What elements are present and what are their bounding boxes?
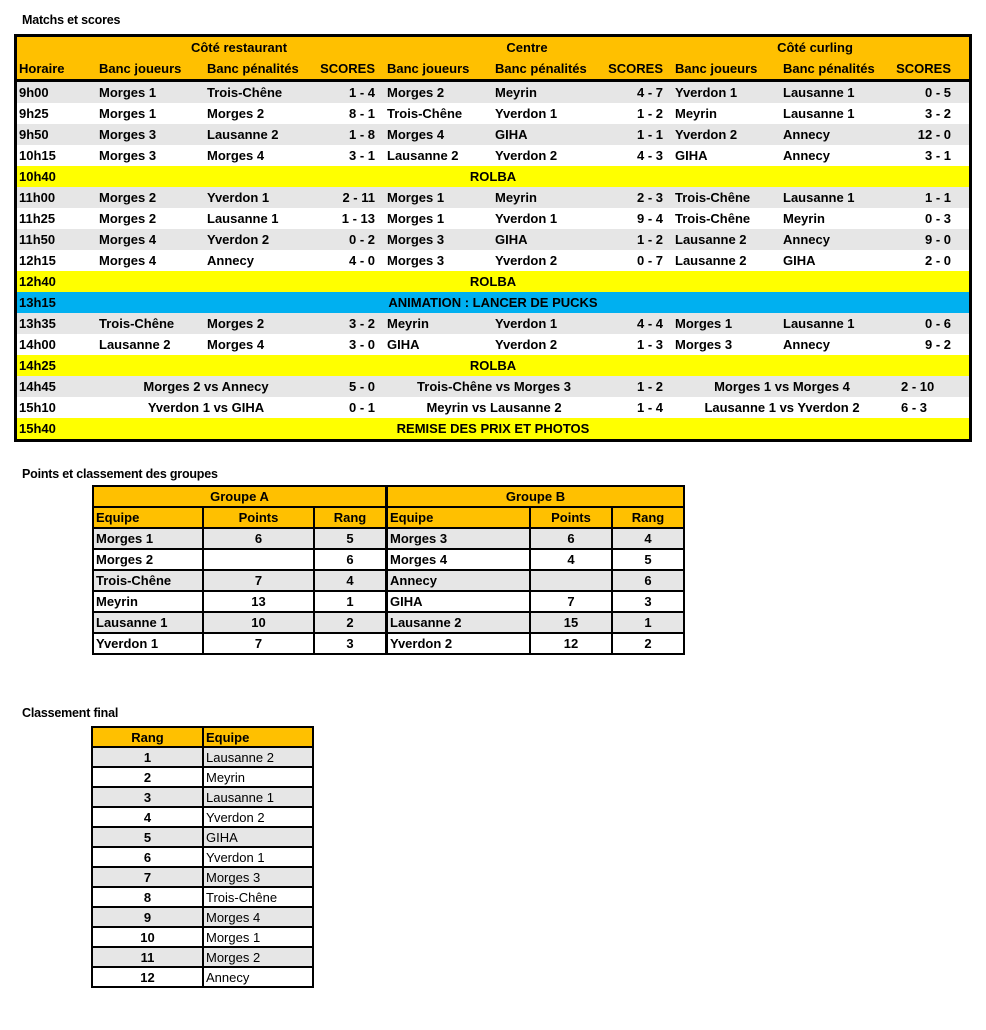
rank-cell: 5 — [92, 827, 203, 847]
team-cell: Morges 3 — [387, 232, 445, 247]
ranking-row — [92, 867, 313, 887]
event-label: ROLBA — [469, 274, 517, 289]
points-cell: 10 — [203, 612, 314, 633]
score-cell: 3 - 2 — [348, 316, 375, 331]
rank-cell: 4 — [314, 570, 387, 591]
penalty-cell: Yverdon 1 — [495, 106, 558, 121]
group-row — [93, 633, 684, 654]
time-cell: 11h50 — [19, 232, 56, 247]
score-cell: 2 - 3 — [636, 190, 663, 205]
team-cell: Morges 1 — [675, 316, 733, 331]
match-row — [17, 208, 969, 229]
penalty-cell: Yverdon 1 — [495, 316, 558, 331]
penalty-cell: Morges 2 — [207, 316, 265, 331]
rank-cell: 1 — [92, 747, 203, 767]
score-cell: 9 - 0 — [924, 232, 951, 247]
team-cell: Yverdon 2 — [387, 633, 531, 654]
score-cell: 4 - 4 — [636, 316, 663, 331]
time-cell: 11h25 — [19, 211, 56, 226]
penalty-cell: Yverdon 2 — [495, 148, 558, 163]
group-a-title: Groupe A — [93, 486, 387, 507]
team-cell: Trois-Chêne — [99, 316, 175, 331]
matches-table — [14, 34, 972, 442]
score-cell: 4 - 3 — [636, 148, 663, 163]
team-cell: Morges 2 — [93, 549, 203, 570]
match-row — [17, 187, 969, 208]
score-cell: 0 - 2 — [348, 232, 375, 247]
points-cell — [203, 549, 314, 570]
team-cell: Morges 3 — [99, 148, 157, 163]
rank-cell: 7 — [92, 867, 203, 887]
time-cell: 15h40 — [19, 421, 56, 436]
match-row — [17, 229, 969, 250]
rank-cell: 2 — [314, 612, 387, 633]
col-rank: Rang — [612, 507, 684, 528]
col-team: Equipe — [93, 507, 203, 528]
score-cell: 4 - 0 — [348, 253, 375, 268]
points-cell: 7 — [530, 591, 612, 612]
team-cell: GIHA — [387, 337, 420, 352]
team-cell: Trois-Chêne — [675, 190, 751, 205]
team-cell: Yverdon 1 — [93, 633, 203, 654]
team-cell: Yverdon 1 — [675, 85, 738, 100]
ranking-row — [92, 967, 313, 987]
team-cell: Meyrin — [387, 316, 429, 331]
score-cell: 12 - 0 — [917, 127, 951, 142]
team-cell: Trois-Chêne — [387, 106, 463, 121]
points-cell: 6 — [530, 528, 612, 549]
time-cell: 9h25 — [19, 106, 49, 121]
rank-cell: 11 — [92, 947, 203, 967]
team-cell: Morges 1 — [387, 211, 445, 226]
score-cell: 0 - 1 — [348, 400, 375, 415]
rank-cell: 3 — [612, 591, 684, 612]
col-penalty: Banc pénalités — [783, 61, 875, 76]
score-cell: 8 - 1 — [348, 106, 375, 121]
col-team: Banc joueurs — [675, 61, 758, 76]
team-cell: Lausanne 2 — [387, 612, 531, 633]
penalty-cell: Morges 4 — [207, 337, 265, 352]
ranking-row — [92, 747, 313, 767]
score-cell: 0 - 5 — [924, 85, 951, 100]
score-cell: 3 - 0 — [348, 337, 375, 352]
score-cell: 4 - 7 — [636, 85, 663, 100]
penalty-cell: Lausanne 1 — [207, 211, 279, 226]
col-rank: Rang — [314, 507, 387, 528]
penalty-cell: Lausanne 2 — [207, 127, 279, 142]
score-cell: 6 - 3 — [901, 400, 928, 415]
event-row — [17, 355, 969, 376]
score-cell: 9 - 2 — [924, 337, 951, 352]
group-b-title: Groupe B — [387, 486, 685, 507]
section-centre: Centre — [506, 40, 548, 55]
col-time: Horaire — [19, 61, 65, 76]
rank-cell: 3 — [314, 633, 387, 654]
team-cell: Morges 4 — [99, 232, 157, 247]
col-score: SCORES — [896, 61, 951, 76]
final-ranking-table — [91, 726, 314, 988]
score-cell: 2 - 11 — [342, 190, 375, 205]
match-row — [17, 250, 969, 271]
score-cell: 1 - 4 — [348, 85, 375, 100]
match-row — [17, 82, 969, 103]
match-row — [17, 103, 969, 124]
penalty-cell: Annecy — [783, 232, 830, 247]
group-row — [93, 612, 684, 633]
ranking-row — [92, 767, 313, 787]
time-cell: 11h00 — [19, 190, 56, 205]
team-cell: Morges 3 — [99, 127, 157, 142]
team-cell: Meyrin — [675, 106, 717, 121]
team-cell: Yverdon 2 — [675, 127, 738, 142]
team-cell: GIHA — [203, 827, 313, 847]
event-label: ROLBA — [469, 169, 517, 184]
group-row — [93, 549, 684, 570]
score-cell: 0 - 3 — [924, 211, 951, 226]
team-cell: Morges 3 — [675, 337, 733, 352]
rank-cell: 4 — [92, 807, 203, 827]
score-cell: 5 - 0 — [348, 379, 375, 394]
points-cell: 13 — [203, 591, 314, 612]
team-cell: GIHA — [675, 148, 708, 163]
team-cell: Lausanne 2 — [203, 747, 313, 767]
score-cell: 1 - 13 — [341, 211, 375, 226]
score-cell: 1 - 4 — [636, 400, 663, 415]
score-cell: 2 - 10 — [901, 379, 935, 394]
group-row — [93, 528, 684, 549]
col-score: SCORES — [608, 61, 663, 76]
team-cell: Morges 2 — [203, 947, 313, 967]
team-cell: Lausanne 1 — [93, 612, 203, 633]
groups-table — [92, 485, 685, 655]
rank-cell: 2 — [92, 767, 203, 787]
team-cell: Lausanne 2 — [675, 253, 747, 268]
team-cell: Morges 1 — [93, 528, 203, 549]
col-points: Points — [203, 507, 314, 528]
team-cell: Trois-Chêne — [203, 887, 313, 907]
final-ranking-title: Classement final — [22, 706, 119, 720]
col-penalty: Banc pénalités — [495, 61, 587, 76]
time-cell: 10h40 — [19, 169, 56, 184]
team-cell: Morges 2 — [99, 211, 157, 226]
rank-cell: 6 — [612, 570, 684, 591]
event-row — [17, 292, 969, 313]
rank-cell: 3 — [92, 787, 203, 807]
points-cell: 7 — [203, 633, 314, 654]
matches-title: Matchs et scores — [22, 13, 121, 27]
ranking-row — [92, 827, 313, 847]
event-row — [17, 271, 969, 292]
col-points: Points — [530, 507, 612, 528]
penalty-cell: Morges 2 — [207, 106, 265, 121]
penalty-cell: Meyrin — [495, 190, 537, 205]
section-curling: Côté curling — [777, 40, 853, 55]
team-cell: Morges 1 — [203, 927, 313, 947]
score-cell: 3 - 1 — [348, 148, 375, 163]
points-cell — [530, 570, 612, 591]
rank-cell: 8 — [92, 887, 203, 907]
team-cell: Meyrin — [203, 767, 313, 787]
penalty-cell: Yverdon 2 — [495, 253, 558, 268]
team-cell: Morges 1 — [99, 106, 157, 121]
team-cell: Lausanne 2 — [675, 232, 747, 247]
penalty-cell: Yverdon 2 — [207, 232, 270, 247]
match-row — [17, 334, 969, 355]
points-cell: 12 — [530, 633, 612, 654]
penalty-cell: Annecy — [783, 148, 830, 163]
rank-cell: 12 — [92, 967, 203, 987]
team-cell: Morges 4 — [99, 253, 157, 268]
points-cell: 4 — [530, 549, 612, 570]
penalty-cell: Trois-Chêne — [207, 85, 283, 100]
penalty-cell: GIHA — [495, 232, 528, 247]
points-cell: 15 — [530, 612, 612, 633]
time-cell: 15h10 — [19, 400, 56, 415]
time-cell: 10h15 — [19, 148, 56, 163]
rank-cell: 5 — [314, 528, 387, 549]
score-cell: 1 - 1 — [924, 190, 951, 205]
penalty-cell: Lausanne 1 — [783, 190, 855, 205]
matchup-cell: Trois-Chêne vs Morges 3 — [417, 379, 571, 394]
score-cell: 9 - 4 — [636, 211, 663, 226]
team-cell: Lausanne 2 — [99, 337, 171, 352]
final-match-row — [17, 376, 969, 397]
group-row — [93, 570, 684, 591]
matchup-cell: Yverdon 1 vs GIHA — [147, 400, 265, 415]
penalty-cell: Annecy — [207, 253, 254, 268]
matchup-cell: Lausanne 1 vs Yverdon 2 — [704, 400, 860, 415]
score-cell: 1 - 3 — [636, 337, 663, 352]
score-cell: 0 - 6 — [924, 316, 951, 331]
rank-cell: 5 — [612, 549, 684, 570]
score-cell: 1 - 8 — [348, 127, 375, 142]
match-rows — [17, 82, 969, 439]
time-cell: 9h50 — [19, 127, 49, 142]
col-team: Banc joueurs — [387, 61, 470, 76]
rank-cell: 1 — [314, 591, 387, 612]
score-cell: 3 - 1 — [924, 148, 951, 163]
team-cell: Morges 4 — [203, 907, 313, 927]
score-cell: 2 - 0 — [924, 253, 951, 268]
penalty-cell: Morges 4 — [207, 148, 265, 163]
penalty-cell: Yverdon 1 — [207, 190, 270, 205]
col-rank: Rang — [92, 727, 203, 747]
col-score: SCORES — [320, 61, 375, 76]
penalty-cell: Meyrin — [783, 211, 825, 226]
ranking-row — [92, 927, 313, 947]
team-cell: Morges 3 — [387, 528, 531, 549]
points-cell: 6 — [203, 528, 314, 549]
team-cell: Morges 3 — [387, 253, 445, 268]
match-row — [17, 145, 969, 166]
time-cell: 14h25 — [19, 358, 56, 373]
col-team: Equipe — [387, 507, 531, 528]
team-cell: Trois-Chêne — [675, 211, 751, 226]
match-row — [17, 313, 969, 334]
section-restaurant: Côté restaurant — [190, 40, 288, 55]
score-cell: 1 - 2 — [636, 232, 663, 247]
time-cell: 12h40 — [19, 274, 56, 289]
rank-cell: 9 — [92, 907, 203, 927]
event-label: ROLBA — [469, 358, 517, 373]
event-label: ANIMATION : LANCER DE PUCKS — [388, 295, 598, 310]
ranking-row — [92, 847, 313, 867]
groups-title: Points et classement des groupes — [22, 467, 218, 481]
penalty-cell: Lausanne 1 — [783, 316, 855, 331]
score-cell: 1 - 2 — [636, 106, 663, 121]
score-cell: 1 - 1 — [636, 127, 663, 142]
team-cell: Morges 1 — [99, 85, 157, 100]
penalty-cell: Meyrin — [495, 85, 537, 100]
penalty-cell: Lausanne 1 — [783, 85, 855, 100]
team-cell: Annecy — [203, 967, 313, 987]
time-cell: 14h00 — [19, 337, 56, 352]
col-team: Banc joueurs — [99, 61, 182, 76]
penalty-cell: Annecy — [783, 337, 830, 352]
team-cell: Morges 1 — [387, 190, 445, 205]
ranking-row — [92, 947, 313, 967]
rank-cell: 6 — [92, 847, 203, 867]
event-label: REMISE DES PRIX ET PHOTOS — [396, 421, 590, 436]
match-row — [17, 124, 969, 145]
ranking-row — [92, 907, 313, 927]
rank-cell: 10 — [92, 927, 203, 947]
team-cell: Lausanne 1 — [203, 787, 313, 807]
team-cell: Lausanne 2 — [387, 148, 459, 163]
ranking-row — [92, 787, 313, 807]
penalty-cell: Annecy — [783, 127, 830, 142]
score-cell: 0 - 7 — [636, 253, 663, 268]
time-cell: 9h00 — [19, 85, 49, 100]
team-cell: Annecy — [387, 570, 531, 591]
team-cell: Meyrin — [93, 591, 203, 612]
col-penalty: Banc pénalités — [207, 61, 299, 76]
ranking-row — [92, 807, 313, 827]
score-cell: 3 - 2 — [924, 106, 951, 121]
team-cell: Yverdon 2 — [203, 807, 313, 827]
rank-cell: 6 — [314, 549, 387, 570]
team-cell: Morges 3 — [203, 867, 313, 887]
matchup-cell: Morges 2 vs Annecy — [143, 379, 269, 394]
penalty-cell: GIHA — [495, 127, 528, 142]
column-header-row — [17, 58, 969, 82]
penalty-cell: GIHA — [783, 253, 816, 268]
time-cell: 13h15 — [19, 295, 56, 310]
time-cell: 13h35 — [19, 316, 56, 331]
points-cell: 7 — [203, 570, 314, 591]
penalty-cell: Lausanne 1 — [783, 106, 855, 121]
section-header-row — [17, 37, 969, 58]
team-cell: Morges 4 — [387, 549, 531, 570]
group-row — [93, 591, 684, 612]
matchup-cell: Meyrin vs Lausanne 2 — [426, 400, 562, 415]
matchup-cell: Morges 1 vs Morges 4 — [714, 379, 850, 394]
team-cell: Morges 2 — [387, 85, 445, 100]
score-cell: 1 - 2 — [636, 379, 663, 394]
penalty-cell: Yverdon 1 — [495, 211, 558, 226]
rank-cell: 4 — [612, 528, 684, 549]
event-row — [17, 418, 969, 439]
penalty-cell: Yverdon 2 — [495, 337, 558, 352]
team-cell: Morges 2 — [99, 190, 157, 205]
time-cell: 14h45 — [19, 379, 56, 394]
team-cell: GIHA — [387, 591, 531, 612]
rank-cell: 2 — [612, 633, 684, 654]
team-cell: Trois-Chêne — [93, 570, 203, 591]
time-cell: 12h15 — [19, 253, 56, 268]
rank-cell: 1 — [612, 612, 684, 633]
team-cell: Yverdon 1 — [203, 847, 313, 867]
col-team: Equipe — [203, 727, 313, 747]
ranking-row — [92, 887, 313, 907]
event-row — [17, 166, 969, 187]
final-match-row — [17, 397, 969, 418]
team-cell: Morges 4 — [387, 127, 445, 142]
